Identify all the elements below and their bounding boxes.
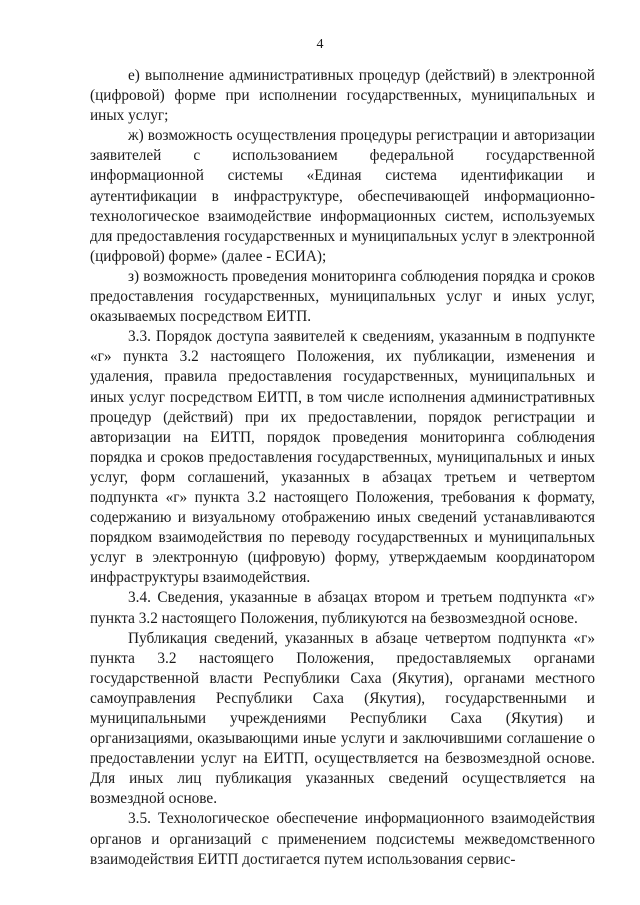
paragraph-z-monitoring: з) возможность проведения мониторинга соблюдения порядка и сроков предоставления государственных, муниципальных услуг и иных услуг, оказываемых посредством ЕИТП. (90, 267, 595, 326)
paragraph-3-3-access-procedure: 3.3. Порядок доступа заявителей к сведениям, указанным в подпункте «г» пункта 3.2 настоящего Положения, их публикации, изменения и удаления, правила предоставления государственных, муниципальных и иных услуг посредством ЕИТП, в том числе исполнения административных процедур (действий) при их предоставлении, порядок регистрации и авторизации на ЕИТП, порядок проведения мониторинга соблюдения порядка и сроков предоставления государственных, муниципальных и иных услуг, форм соглашений, указанных в абзацах третьем и четвертом подпункта «г» пункта 3.2 настоящего Положения, требования к формату, содержанию и визуальному отображению иных сведений устанавливаются порядком взаимодействия по переводу государственных и муниципальных услуг в электронную (цифровую) форму, утверждаемым координатором инфраструктуры взаимодействия. (90, 328, 595, 587)
document-body (90, 66, 595, 870)
paragraph-e-electronic-procedures: е) выполнение административных процедур (действий) в электронной (цифровой) форме при исполнении государственных, муниципальных и иных услуг; (90, 67, 595, 125)
page-number: 4 (316, 37, 324, 52)
paragraph-publication-terms: Публикация сведений, указанных в абзаце четвертом подпункта «г» пункта 3.2 настоящего Положения, предоставляемых органами государственной власти Республики Саха (Якутия), органами местного самоуправления Республики Саха (Якутия), государственными и муниципальными учреждениями Республики Саха (Якутия) и организациями, оказывающими иные услуги и заключившими соглашение о предоставлении услуг на ЕИТП, осуществляется на безвозмездной основе. Для иных лиц публикация указанных сведений осуществляется на возмездной основе. (90, 629, 595, 808)
paragraph-3-4-free-publication: 3.4. Сведения, указанные в абзацах втором и третьем подпункта «г» пункта 3.2 настоящего Положения, публикуются на безвозмездной основе. (90, 589, 595, 627)
paragraph-zh-esia-authorization: ж) возможность осуществления процедуры регистрации и авторизации заявителей с использованием федеральной государственной информационной системы «Единая система идентификации и аутентификации в инфраструктуре, обеспечивающей информационно-технологическое взаимодействие информационных систем, используемых для предоставления государственных и муниципальных услуг в электронной (цифровой) форме» (далее - ЕСИА); (90, 127, 595, 265)
paragraph-3-5-technological-support: 3.5. Технологическое обеспечение информационного взаимодействия органов и организаций с применением подсистемы межведомственного взаимодействия ЕИТП достигается путем использования сервис- (90, 810, 595, 868)
